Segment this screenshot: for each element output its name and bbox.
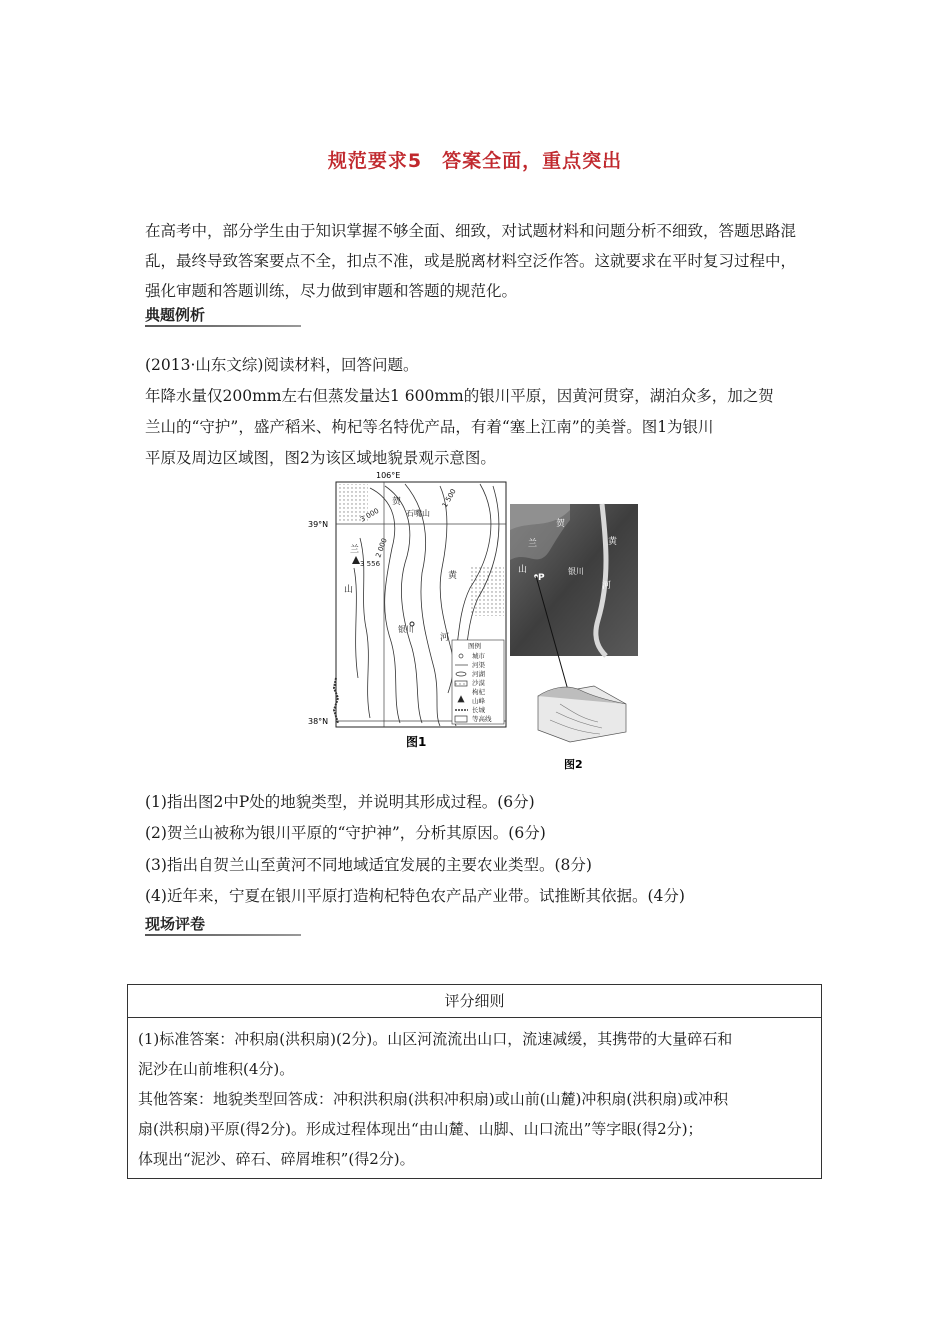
- map-label-he-river: 河: [440, 633, 450, 643]
- question-source: (2013·山东文综)阅读材料，回答问题。: [145, 356, 419, 374]
- alluvial-fan-sketch: [538, 686, 626, 742]
- question-1: (1)指出图2中P处的地貌类型，并说明其形成过程。(6分): [145, 793, 535, 811]
- question-4: (4)近年来，宁夏在银川平原打造枸杞特色农产品产业带。试推断其依据。(4分): [145, 887, 685, 905]
- photo-label-huang: 黄: [608, 537, 618, 547]
- photo-label-yinchuan: 银川: [568, 567, 584, 576]
- legend-item: 沙漠: [472, 679, 485, 687]
- grading-line: 体现出“泥沙、碎石、碎屑堆积”(得2分)。: [138, 1150, 415, 1168]
- map-label-lan: 兰: [350, 545, 360, 555]
- map-label-yinchuan: 银川: [398, 625, 414, 634]
- grading-table-body: [128, 1018, 821, 1180]
- section-heading-examples: 典题例析: [145, 306, 206, 324]
- photo-label-shan: 山: [518, 565, 528, 575]
- page-title: 规范要求5 答案全面，重点突出: [327, 150, 623, 172]
- photo-label-lan: 兰: [528, 539, 538, 549]
- grading-line: 泥沙在山前堆积(4分)。: [138, 1060, 295, 1078]
- map-figure-1: [308, 471, 510, 753]
- section-heading-grading: 现场评卷: [145, 915, 206, 933]
- map-label-shan: 山: [344, 585, 354, 595]
- grading-table-header: 评分细则: [128, 985, 821, 1018]
- section-underline: [145, 934, 301, 936]
- material-line-2: 兰山的“守护”，盛产稻米、枸杞等名特优产品，有着“塞上江南”的美誉。图1为银川: [145, 418, 714, 436]
- map-label-huang: 黄: [448, 571, 458, 581]
- landscape-figure-2: [510, 500, 640, 776]
- material-line-3: 平原及周边区域图，图2为该区域地貌景观示意图。: [145, 449, 496, 467]
- photo-label-p: P: [538, 573, 545, 583]
- lat-bottom-label: 38°N: [308, 717, 329, 726]
- legend-item: 枸杞: [472, 688, 485, 696]
- legend-item: 城市: [472, 652, 485, 660]
- legend-item: 等高线: [472, 715, 492, 723]
- map-label-he: 贺: [392, 497, 402, 507]
- figure-2-caption: 图2: [564, 758, 583, 771]
- lon-label: 106°E: [376, 471, 401, 480]
- map-label-c1500: 1 500: [440, 487, 458, 509]
- map-label-shizuishan: 石嘴山: [406, 509, 430, 518]
- map-label-c2000: 2 000: [374, 537, 389, 559]
- section-underline: [145, 325, 301, 327]
- intro-paragraph: 在高考中，部分学生由于知识掌握不够全面、细致，对试题材料和问题分析不细致，答题思路混乱，最终导致答案要点不全，扣点不准，或是脱离材料空泛作答。这就要求在平时复习过程中，强化审题和答题训练，尽力做到审题和答题的规范化。: [145, 222, 797, 300]
- figure-1-caption: 图1: [406, 735, 427, 749]
- lat-top-label: 39°N: [308, 520, 329, 529]
- grading-line: 扇(洪积扇)平原(得2分)。形成过程体现出“由山麓、山脚、山口流出”等字眼(得2分)；: [138, 1120, 703, 1138]
- photo-label-he: 贺: [556, 519, 566, 529]
- photo-label-he-river: 河: [602, 581, 612, 591]
- map-label-peak: 3 556: [360, 560, 381, 568]
- legend-item: 河湖: [472, 670, 485, 678]
- grading-line: 其他答案：地貌类型回答成：冲积洪积扇(洪积冲积扇)或山前(山麓)冲积扇(洪积扇)或冲积: [138, 1090, 729, 1108]
- map-label-c3000: 3 000: [359, 506, 381, 524]
- legend-item: 长城: [472, 706, 485, 714]
- grading-table: [127, 984, 822, 1179]
- question-3: (3)指出自贺兰山至黄河不同地域适宜发展的主要农业类型。(8分): [145, 856, 592, 874]
- legend-item: 河渠: [472, 661, 485, 669]
- legend-item: 山峰: [472, 697, 485, 705]
- legend-title: 图例: [468, 642, 481, 650]
- question-2: (2)贺兰山被称为银川平原的“守护神”，分析其原因。(6分): [145, 824, 546, 842]
- material-line-1: 年降水量仅200mm左右但蒸发量达1 600mm的银川平原，因黄河贯穿，湖泊众多，加之贺: [145, 387, 774, 405]
- figure-group: [308, 471, 642, 776]
- grading-line: (1)标准答案：冲积扇(洪积扇)(2分)。山区河流流出山口，流速减缓，其携带的大量碎石和: [138, 1030, 733, 1048]
